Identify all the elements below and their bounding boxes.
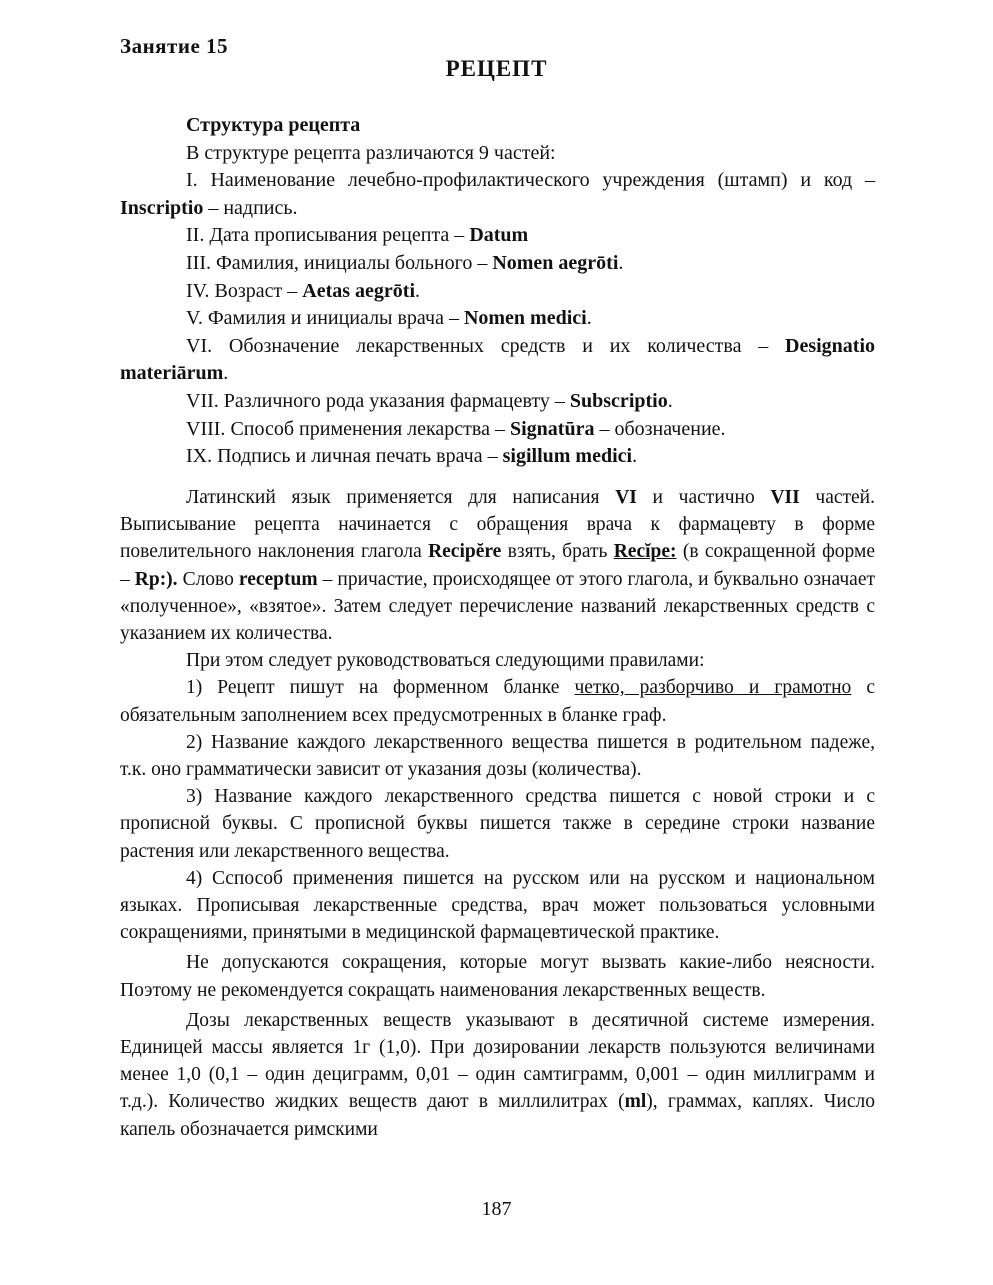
part-text: Способ применения лекарства – (225, 417, 510, 440)
structure-part-7 (120, 388, 875, 416)
structure-part-4 (120, 278, 875, 306)
part-tail: . (415, 279, 420, 302)
part-number: III. (186, 251, 211, 274)
abbreviations-paragraph: Не допускаются сокращения, которые могут вызвать какие-либо неясности. Поэтому не рекомендуется сокращать наименования лекарственных веществ. (120, 952, 875, 1001)
rule-1 (120, 674, 875, 728)
part-text: Различного рода указания фармацевту – (218, 389, 570, 412)
text-run: ), граммах, каплях. Число капель обозначается римскими (120, 1091, 875, 1140)
part-tail: – обозначение. (594, 417, 726, 440)
text-run: Слово (177, 568, 239, 590)
part-latin: Designatio materiārum (120, 334, 875, 385)
part-number: VIII. (186, 417, 226, 440)
underlined-run: четко, разборчиво и грамотно (574, 677, 852, 699)
part-tail: . (223, 362, 229, 385)
rule-3: 3) Название каждого лекарственного средства пишется с новой строки и с прописной буквы. С прописной буквы пишется также в середине строки название растения или лекарственного вещества. (120, 786, 875, 862)
part-number: VI. (186, 334, 213, 357)
bold-run: Recipĕre (428, 541, 502, 563)
part-latin: Aetas aegrōti (302, 279, 415, 302)
bold-run: receptum (238, 568, 318, 590)
text-run: 1) Рецепт пишут на форменном бланке (186, 677, 575, 699)
doses-paragraph (120, 1007, 875, 1143)
part-text: Фамилия и инициалы врача – (202, 307, 464, 330)
bold-run: Rp:). (134, 568, 178, 590)
part-latin: Datum (469, 224, 529, 247)
structure-part-3 (120, 250, 875, 278)
part-text: Обозначение лекарственных средств и их количества – (212, 334, 785, 357)
text-run: частей. Выписывание рецепта начинается с обращения врача к фармацевту в форме повелительного наклонения глагола (120, 487, 875, 563)
recipe-structure-section (120, 112, 875, 471)
part-latin: Inscriptio (120, 196, 204, 219)
part-tail: . (618, 251, 624, 274)
rule-4: 4) Сспособ применения пишется на русском или на русском и национальном языках. Прописывая лекарственные средства, врач может пользоваться условными сокращениями, принятыми в медицинской фармацевтической практике. (120, 867, 875, 944)
structure-part-9 (120, 443, 875, 471)
structure-part-8 (120, 416, 875, 444)
part-text: Фамилия, инициалы больного – (210, 251, 493, 274)
structure-part-2 (120, 222, 875, 250)
page-title: РЕЦЕПТ (445, 56, 548, 81)
rule-2: 2) Название каждого лекарственного вещества пишется в родительном падеже, т.к. оно грамматически зависит от указания дозы (количества). (120, 731, 875, 781)
structure-intro: В структуре рецепта различаются 9 частей: (186, 141, 556, 164)
part-latin: Nomen aegrōti (492, 251, 619, 274)
part-latin: sigillum medici (502, 445, 633, 468)
part-text: Дата прописывания рецепта – (204, 224, 470, 247)
text-run: Латинский язык применяется для написания (186, 487, 616, 508)
structure-part-1 (120, 167, 875, 222)
bold-run: VI (615, 487, 637, 508)
part-text: Наименование лечебно-профилактического учреждения (штамп) и код – (197, 169, 875, 192)
part-latin: Nomen medici (463, 307, 587, 330)
text-run: (в сокращенной форме – (120, 541, 876, 590)
part-number: I. (186, 169, 198, 192)
underlined-bold-run: Recĭpe: (613, 541, 677, 563)
part-number: IX. (186, 445, 213, 468)
text-run: и частично (636, 487, 771, 508)
part-latin: Subscriptio (569, 389, 668, 412)
bold-run: VII (770, 487, 800, 508)
part-number: V. (186, 307, 203, 330)
part-number: IV. (186, 279, 210, 302)
part-number: VII. (186, 389, 219, 412)
part-tail: . (586, 307, 592, 330)
part-latin: Signatūra (509, 417, 595, 440)
structure-heading: Структура рецепта (186, 114, 361, 136)
body-text (120, 484, 875, 1143)
part-number: II. (186, 224, 205, 247)
part-tail: . (667, 389, 673, 412)
part-text: Подпись и личная печать врача – (212, 445, 503, 468)
text-run: – причастие, происходящее от этого глагола, и буквально означает «полученное», «взятое». Затем следует перечисление названий лекарственных средств с указанием их количества. (120, 568, 876, 645)
bold-run: ml (624, 1091, 647, 1113)
text-run: взять, брать (501, 541, 614, 563)
structure-part-5 (120, 305, 875, 333)
text-run: Дозы лекарственных веществ указывают в десятичной системе измерения. Единицей массы является 1г (1,0). При дозировании лекарств пользуются величинами менее 1,0 (0,1 – один дециграмм, 0,01 – один самтиграмм, 0,001 – один миллиграмм и т.д.). Количество жидких веществ дают в миллилитрах ( (120, 1009, 875, 1113)
latin-usage-paragraph (120, 484, 875, 647)
part-tail: – надпись. (203, 196, 298, 219)
structure-part-6 (120, 333, 875, 388)
lesson-label: Занятие 15 (120, 34, 229, 58)
part-text: Возраст – (209, 279, 303, 302)
rules-intro: При этом следует руководствоваться следующими правилами: (186, 650, 705, 672)
text-run: с обязательным заполнением всех предусмотренных в бланке граф. (120, 677, 876, 726)
part-tail: . (632, 445, 638, 468)
page-number: 187 (481, 1198, 512, 1220)
